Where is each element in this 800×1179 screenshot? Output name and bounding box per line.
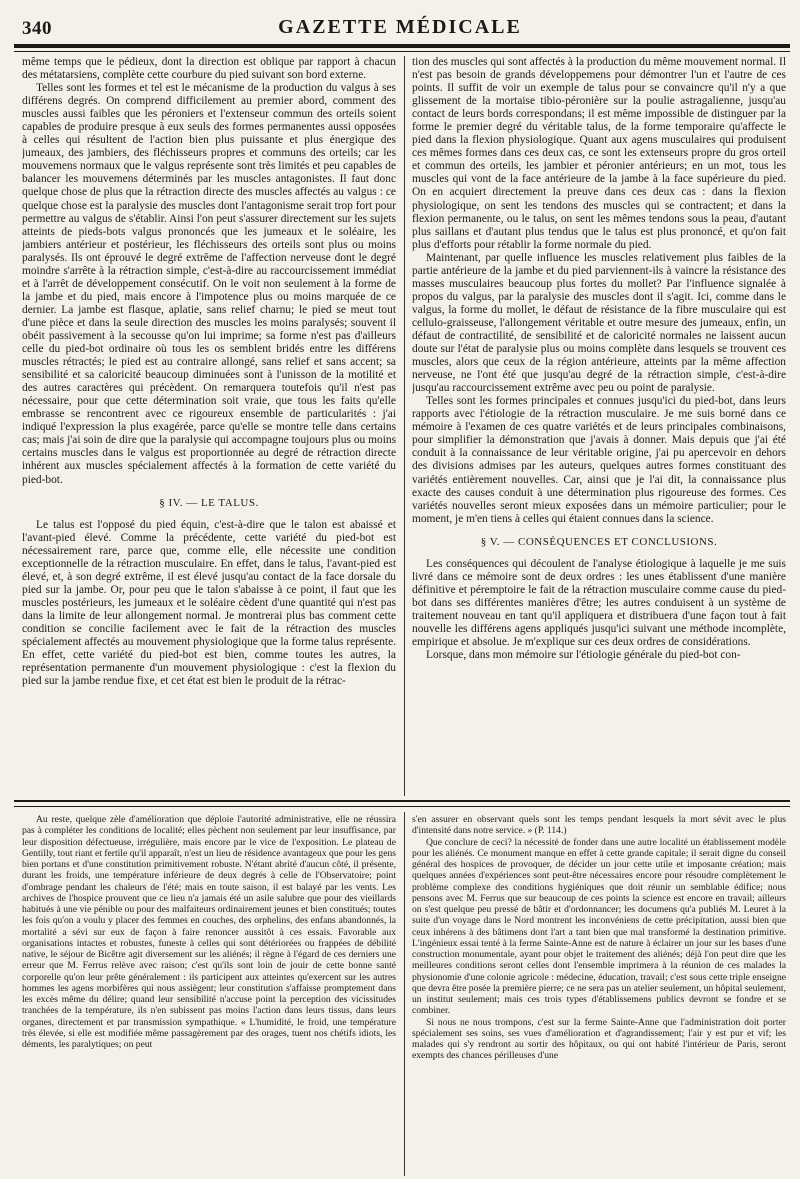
feuilleton-rule-thin [14, 806, 790, 807]
feuilleton-divider [404, 812, 405, 1176]
running-title: GAZETTE MÉDICALE [278, 16, 522, 38]
feuilleton-left-column [22, 814, 396, 1176]
paragraph: Les conséquences qui découlent de l'analyse étiologique à laquelle je me suis livré dans ce mémoire sont de deux ordres : les unes établissent d'une manière définitive et péremptoire le fait de la rétraction musculaire comme cause du pied-bot dans ses différentes manières d'être; les autres conduisent à un système de traitement nouveau en tant qu'il appliquera et distribuera d'une façon tout à fait nouvelle les différens agens appliqués jusqu'ici suivant une méthode incomplète, empirique et absolue. Je m'explique sur ces deux ordres de considérations. [412, 557, 786, 649]
main-left-column [22, 56, 396, 796]
paragraph: Lorsque, dans mon mémoire sur l'étiologie générale du pied-bot con- [426, 649, 741, 662]
feuilleton-right-column [412, 814, 786, 1176]
header-rule-thick [14, 44, 790, 48]
section-v-heading: § V. — CONSÉQUENCES ET CONCLUSIONS. [480, 535, 718, 548]
paragraph: Au reste, quelque zèle d'amélioration que déploie l'autorité administrative, elle ne réussira pas à compléter les conditions de localité; elles pèchent non seulement par leur insuffisance, par leur disposition défectueuse, irrégulière, mais encore par le vice de l'exposition. Le plateau de Gentilly, tout riant et fertile qu'il apparaît, n'est un lieu de résidence avantageux que pour les gens bien portans et d'une constitution primitivement robuste. N'étant abrité d'aucun côté, il présente, durant les froids, une température inférieure de deux degrés à celle de l'Observatoire; point d'ombrage pendant les chaleurs de l'été; mais en toute saison, il est balayé par les vents. Les archives de l'hospice prouvent que ce lieu n'a jamais été un asile salubre que pour des vieillards habitués à une vie pénible ou pour des malfaiteurs ordinairement jeunes et bien constitués; toutes les fois qu'on a voulu y placer des femmes en couches, des orphelins, des enfans abandonnés, la mortalité a sévi sur eux de façon à faire renoncer aussitôt à ces essais. Favorable aux organisations intactes et robustes, funeste à celles qui sont détériorées ou frappées de débilité native, le séjour de Bicêtre agit diversement sur les aliénés; il règne à l'égard de ces derniers une erreur que M. Ferrus relève avec raison; c'est qu'ils sont loin de jouir de cette bonne santé corporelle qu'on leur prête généralement : ils participent aux atteintes qu'exercent sur les autres hommes les agens morbifères qui nous assiègent; leur constitution s'affaisse promptement dans les excès même du délire; quand leur sensibilité n'accuse point la perception des vicissitudes tranchées de la température, ils n'en subissent pas moins l'action dans leurs tissus, dans leurs organes, directement et par transmission sympathique. « L'humidité, le froid, une température très élevée, si elle est modifiée même passagèrement par des orages, tuent nos chétifs idiots, les déments, les paralytiques; on peut [22, 814, 396, 1050]
paragraph: Telles sont les formes principales et connues jusqu'ici du pied-bot, dans leurs rapports avec l'étiologie de la rétraction musculaire. Je me suis borné dans ce mémoire à l'examen de ces quatre variétés et de leurs principales combinaisons, pour simplifier la démonstration que j'avais à donner. Mais depuis que j'ai été conduit à la connaissance de leur véritable origine, j'ai pu apercevoir en dehors des divisions admises par les auteurs, quelques autres formes constituant des variétés entièrement nouvelles. Car, ainsi que je l'ai dit, la connaissance plus exacte des causes conduit à une détermination plus rigoureuse des formes. Ces variétés nouvelles seront mieux exposées dans un mémoire particulier; pour le moment, je m'en tiens à celles qui étaient connues dans la science. [412, 395, 786, 525]
main-right-column [412, 56, 786, 796]
paragraph: Que conclure de ceci? la nécessité de fonder dans une autre localité un établissement modèle pour les aliénés. Ce monument manque en effet à cette grande capitale; il serait digne du conseil général des hospices de provoquer, de décider un jour cette utile et imposante création; mais quelques années d'expériences sont peut-être nécessaires encore pour résoudre complètement le problème complexe des conditions hygiéniques que doit réunir un semblable édifice; nous pensons avec M. Ferrus que sur beaucoup de ces points la science est encore en travail; ailleurs on s'est quelque peu pressé de bâtir et d'ordonnancer; les documens qu'a publiés M. Leuret à la suite d'un voyage dans le Nord montrent les inconvéniens de cette précipitation, aussi bien que ceux inhérens à des bâtimens dont l'art a tant bien que mal transformé la destination primitive. L'ingénieux essai tenté à la ferme Sainte-Anne est de nature à éclairer un jour sur les bases d'une construction monumentale, ayant pour objet le traitement des aliénés; déjà l'on peut dire que les meilleures conditions seront celles dont l'ensemble imprimera à la réunion de ces malades la physionomie d'une colonie agricole : médecine, éducation, travail; c'est sous cette triple enseigne que devra être posée la première pierre; ce ne sera pas un atelier seulement, un hôpital seulement, un institut seulement; mais ces trois types d'établissemens publics devront se fondre et se combiner. [412, 836, 786, 1017]
paragraph: tion des muscles qui sont affectés à la production du même mouvement normal. Il n'est pas besoin de grands développemens pour démontrer l'un et l'autre de ces points. Il suffit de voir un exemple de talus pour se convaincre qu'il n'y a que glissement de la mortaise tibio-péronière sur la poulie astragalienne, jusqu'au contact de leurs bords correspondans; il est même impossible de distinguer par la forme le premier degré du véritable talus, de la forme temporaire qu'affecte le pied dans la flexion physiologique. Quant aux agens musculaires qui produisent ces mêmes formes dans ces deux cas, ce sont les extenseurs propre du gros orteil et commun des orteils, les jambier et péronier antérieurs; en un mot, tous les muscles qui vont de la face antérieure de la jambe à la face supérieure du pied. On en acquiert directement la preuve dans ces deux cas : dans la flexion physiologique, on sent les tendons des muscles qui se contractent; et dans la flexion permanente, ou le talus, on sent les mêmes tendons sous la peau, d'autant plus saillans et d'autant plus tendus que le talus est plus prononcé, et qu'on fait plus d'efforts pour rétablir la forme normale du pied. [412, 56, 786, 251]
paragraph: Maintenant, par quelle influence les muscles relativement plus faibles de la partie antérieure de la jambe et du pied parviennent-ils à vaincre la résistance des masses musculaires beaucoup plus fortes du mollet? Par l'influence signalée à propos du valgus, par la paralysie des muscles dont il s'agit. Ici, comme dans le valgus, la forme du mollet, le défaut de résistance de la fibre musculaire qui est cellulo-graisseuse, l'allongement véritable et outre mesure des jumeaux, enfin, un défaut de contractilité, de sensibilité et de caloricité normales ne laissent aucun doute sur l'état de paralysie plus ou moins complète dans lesquels se trouvent ces muscles, alors que ceux de la région antérieure, atteints par la même affection nerveuse, ne l'ont été que jusqu'au degré de la rétraction simple, c'est-à-dire jusqu'au raccourcissement extrême avec peu ou point de paralysie. [412, 251, 786, 395]
page-number: 340 [22, 18, 52, 39]
column-divider [404, 56, 405, 796]
section-iv-heading: § IV. — LE TALUS. [159, 496, 259, 509]
paragraph: Telles sont les formes et tel est le mécanisme de la production du valgus à ses différens degrés. On comprend difficilement au premier abord, comment des muscles aussi faibles que les péroniers et l'extenseur commun des orteils soient capables de produire presque à eux seuls des formes permanentes aussi opposées à celles qui résultent de l'action bien plus puissante et plus énergique des jumeaux, des jambiers, des fléchisseurs propres et communs des orteils; car les mouvemens normaux que le valgus représente sont très limités et peu capables de balancer les mouvemens déterminés par les muscles antagonistes. Il faut donc quelque chose de plus que la rétraction directe des muscles affectés au valgus : ce quelque chose est la paralysie des muscles dont l'antagonisme serait trop fort pour permettre au valgus de s'établir. Ainsi l'on peut s'assurer directement sur les sujets atteints de pieds-bots valgus prononcés que les jumeaux et le soléaire, les jambiers antérieur et postérieur, les fléchisseurs des orteils sont plus ou moins paralysés. Ils ont éprouvé le degré extrême de l'affection nerveuse dont le degré moindre s'arrête à la rétraction simple, c'est-à-dire au raccourcissement immédiat et à l'arrêt de développement consécutif. On le voit non seulement à la forme de la jambe et du pied, mais encore à l'impotence plus ou moins marquée de ce dernier. La jambe est flasque, aplatie, sans relief charnu; le pied se meut tout d'une pièce et dans la seule direction des muscles les moins paralysés; souvent il obéit passivement à la secousse qu'on lui imprime; sa forme n'est pas d'ailleurs celle du pied-bot ordinaire où tous les os semblent bridés entre les différens muscles rétractés; le pied est au contraire allongé, sans relief et sans accent; sa sensibilité et sa caloricité beaucoup diminuées sont à l'unisson de la motilité et des autres caractères qui précèdent. On remarquera toutefois qu'il n'est pas nécessaire, pour que cette détermination soit vraie, que tous les faits qu'elle embrasse se rencontrent avec ce rigoureux ensemble de particularités : j'ai indiqué l'expression la plus exagérée, parce qu'elle se montre telle dans certains cas; mais j'ai soin de dire que la paralysie qui accompagne toujours plus ou moins certains muscles dans le valgus est proportionnée au degré de rétraction directe inhérent aux muscles spécialement affectés à la formation de cette variété du pied-bot. [22, 82, 396, 486]
paragraph: s'en assurer en observant quels sont les temps pendant lesquels la mort sévit avec le plus d'intensité dans notre service. » (P. 114.) [412, 814, 786, 837]
paragraph: Le talus est l'opposé du pied équin, c'est-à-dire que le talon est abaissé et l'avant-pied élevé. Comme la précédente, cette variété du pied-bot est nécessairement rare, parce que, comme elle, elle nécessite une condition exceptionnelle de la rétraction musculaire. En effet, dans le talus, l'avant-pied est élevé, et, à son degré extrême, il est élevé jusqu'au contact de la face dorsale du pied sur la jambe. Or, pour peu que le talon s'abaisse à ce point, il faut que les muscles postérieurs, les jumeaux et le soléaire cèdent d'une quantité qui n'est pas dans la limite de leur allongement normal. Je montrerai plus bas comment cette condition se concilie facilement avec le fait de la rétraction des muscles spécialement affectés au mouvement physiologique que la forme talus représente. En effet, cette variété du pied-bot est bien, comme toutes les autres, la représentation permanente d'un mouvement physiologique : c'est la flexion du pied sur la jambe rendue fixe, et cet état est bien le produit de la rétrac- [22, 518, 396, 688]
paragraph: même temps que le pédieux, dont la direction est oblique par rapport à chacun des métatarsiens, complète cette courbure du pied suivant son bord externe. [22, 56, 396, 82]
paragraph: Si nous ne nous trompons, c'est sur la ferme Sainte-Anne que l'administration doit porter spécialement ses soins, ses vues d'amélioration et d'agrandissement; l'air y est pur et vif; les malades qui s'y rendront au sortir des hôpitaux, ou qui ont habité l'intérieur de Paris, seront exempts des chances périlleuses d'une [412, 1016, 786, 1062]
feuilleton-rule [14, 800, 790, 802]
header-rule-thin [14, 51, 790, 52]
